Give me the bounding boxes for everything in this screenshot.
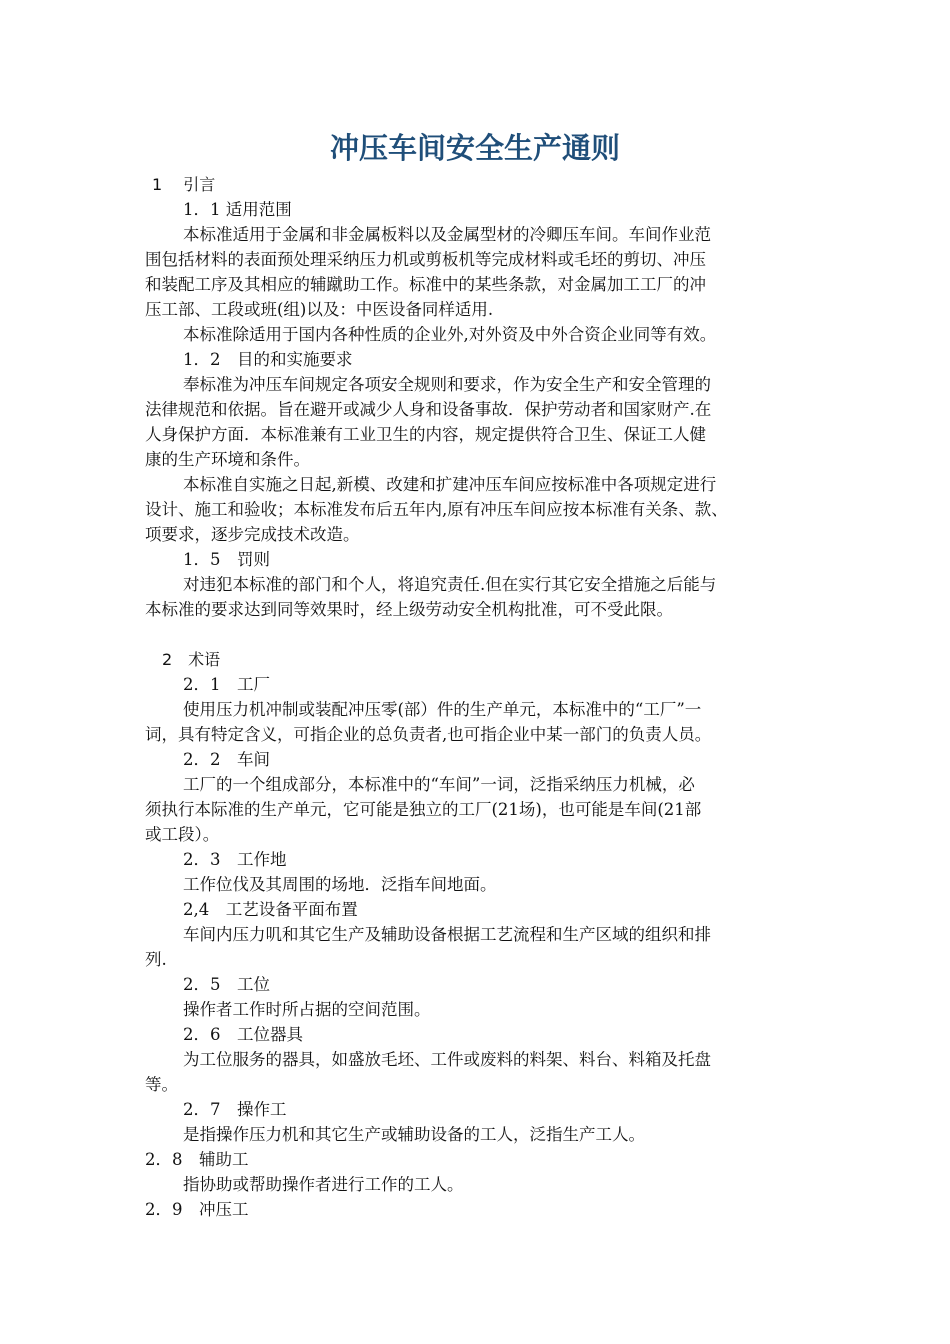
paragraph-line: 围包括材料的表面预处理采纳压力机或剪板机等完成材料或毛坯的剪切、冲压 — [145, 250, 706, 269]
subsection-heading-2-5: 2．5 工位 — [183, 975, 270, 994]
paragraph-line: 是指操作压力机和其它生产或辅助设备的工人，泛指生产工人。 — [183, 1125, 645, 1144]
subsection-heading-2-2: 2．2 车间 — [183, 750, 270, 769]
paragraph-line: 为工位服务的器具，如盛放毛坯、工件或废料的料架、料台、料箱及托盘 — [183, 1050, 711, 1069]
subsection-heading-2-8: 2．8 辅助工 — [145, 1150, 249, 1169]
paragraph-line: 指协助或帮助操作者进行工作的工人。 — [183, 1175, 464, 1194]
paragraph-line: 奉标准为冲压车间规定各项安全规则和要求，作为安全生产和安全管理的 — [183, 375, 711, 394]
section-heading-1: 1 引言 — [152, 175, 216, 194]
paragraph-line: 本标准的要求达到同等效果时，经上级劳动安全机构批准，可不受此限。 — [145, 600, 673, 619]
paragraph-line: 或工段）。 — [145, 825, 220, 844]
paragraph-line: 使用压力机冲制或装配冲压零(部）件的生产单元，本标准中的“工厂”一 — [183, 700, 702, 719]
paragraph-line: 须执行本际准的生产单元，它可能是独立的工厂(21场)，也可能是车间(21部 — [145, 800, 702, 819]
subsection-heading-2-9: 2．9 冲压工 — [145, 1200, 249, 1219]
section-heading-2: 2 术语 — [162, 650, 221, 669]
paragraph-line: 本标准自实施之日起,新模、改建和扩建冲压车间应按标准中各项规定进行 — [183, 475, 717, 494]
paragraph-line: 对违犯本标准的部门和个人，将追究责任.但在实行其它安全措施之后能与 — [183, 575, 717, 594]
paragraph-line: 工厂的一个组成部分，本标准中的“车间”一词，泛指采纳压力机械，必 — [183, 775, 695, 794]
subsection-heading-2-1: 2．1 工厂 — [183, 675, 270, 694]
paragraph-line: 和装配工序及其相应的辅蹴助工作。标准中的某些条款，对金属加工工厂的冲 — [145, 275, 706, 294]
subsection-heading-2-3: 2．3 工作地 — [183, 850, 287, 869]
subsection-heading-2-4: 2,4 工艺设备平面布置 — [183, 900, 358, 919]
paragraph-line: 列. — [145, 950, 167, 969]
paragraph-line: 项要求，逐步完成技术改造。 — [145, 525, 360, 544]
paragraph-line: 车间内压力叽和其它生产及辅助设备根据工艺流程和生产区域的组织和排 — [183, 925, 711, 944]
paragraph-line: 词，具有特定含义，可指企业的总负责者,也可指企业中某一部门的负责人员。 — [145, 725, 712, 744]
subsection-heading-2-6: 2．6 工位器具 — [183, 1025, 303, 1044]
document-title: 冲压车间安全生产通则 — [329, 131, 620, 165]
paragraph-line: 压工部、工段或班(组)以及：中医设备同样适用. — [145, 300, 494, 319]
subsection-heading-1-5: 1．5 罚则 — [183, 550, 270, 569]
paragraph-line: 康的生产环境和条件。 — [145, 450, 310, 469]
subsection-heading-1-2: 1．2 目的和实施要求 — [183, 350, 353, 369]
paragraph-line: 本标准除适用于国内各种性质的企业外,对外资及中外合资企业同等有效。 — [183, 325, 717, 344]
subsection-heading-1-1: 1．1 适用范围 — [183, 200, 292, 219]
paragraph-line: 操作者工作时所占据的空间范围。 — [183, 1000, 431, 1019]
paragraph-line: 人身保护方面．本标准兼有工业卫生的内容，规定提供符合卫生、保证工人健 — [145, 425, 706, 444]
paragraph-line: 工作位伐及其周围的场地．泛指车间地面。 — [183, 875, 497, 894]
paragraph-line: 本标准适用于金属和非金属板料以及金属型材的冷卿压车间。车间作业范 — [183, 225, 711, 244]
paragraph-line: 设计、施工和验收；本标准发布后五年内,原有冲压车间应按本标准有关条、款、 — [145, 500, 728, 519]
subsection-heading-2-7: 2．7 操作工 — [183, 1100, 287, 1119]
paragraph-line: 法律规范和依据。旨在避开或减少人身和设备事故．保护劳动者和国家财产.在 — [145, 400, 712, 419]
paragraph-line: 等。 — [145, 1075, 178, 1094]
